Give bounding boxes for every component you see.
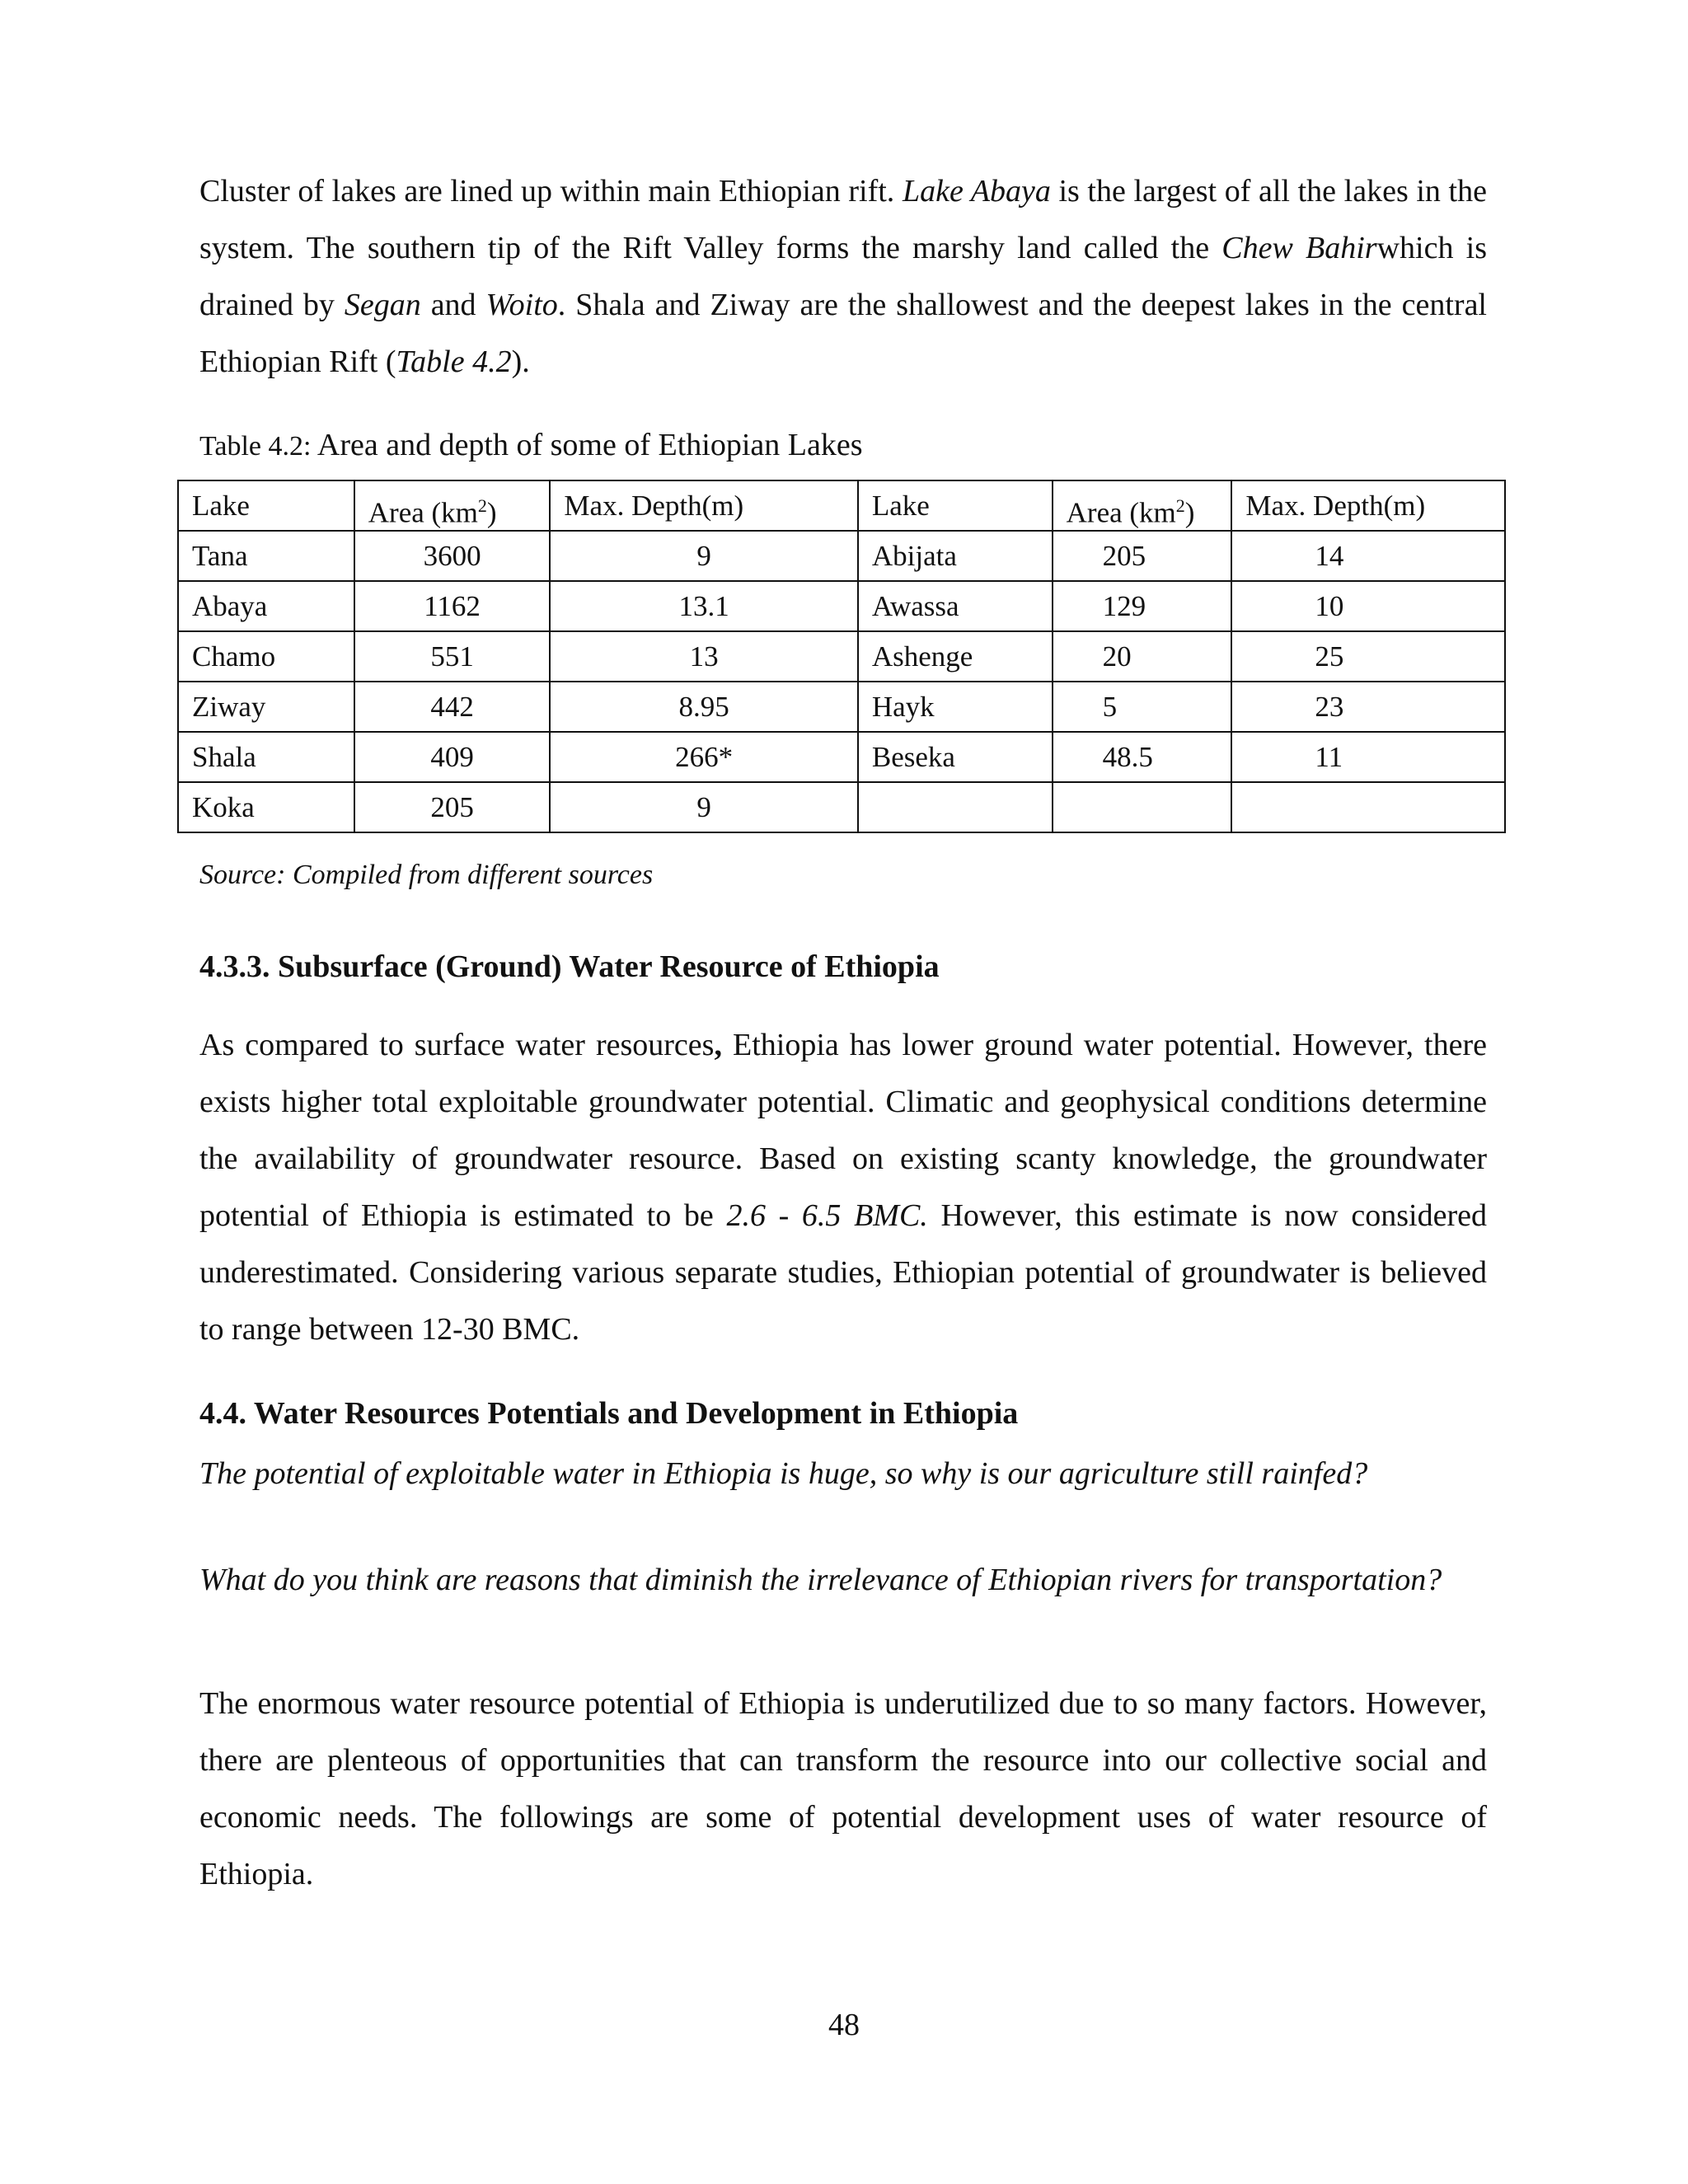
cell-lake-2: Abijata [858,531,1053,581]
cell-lake-2 [858,782,1053,832]
header-area-close: ) [1184,496,1195,529]
cell-lake: Shala [178,732,354,782]
table-caption [199,427,863,463]
header-area-sup: 2 [477,495,487,516]
cell-area-2: 129 [1053,581,1232,631]
groundwater-paragraph [199,1017,1487,1358]
cell-lake: Tana [178,531,354,581]
chew-bahir-term: Chew Bahir [1221,231,1377,265]
cell-depth-2: 23 [1231,682,1505,732]
groundwater-bold-comma: , [714,1028,722,1062]
table-row [178,682,1505,732]
cell-area: 409 [354,732,551,782]
section-heading-433: 4.3.3. Subsurface (Ground) Water Resource of Ethiopia [199,949,940,984]
question-2 [199,1558,1487,1602]
question-1 [199,1446,1487,1502]
table-row [178,531,1505,581]
cell-area: 551 [354,631,551,682]
cell-lake-2: Beseka [858,732,1053,782]
question-2-text: What do you think are reasons that diminish the irrelevance of Ethiopian rivers for transportation? [199,1563,1442,1597]
cell-area: 442 [354,682,551,732]
development-text: The enormous water resource potential of Ethiopia is underutilized due to so many factors. However, there are plenteous of opportunities that can transform the resource into our collective social and economic needs. The followings are some of potential development uses of water resource of Ethiopia. [199,1686,1487,1891]
question-1-text: The potential of exploitable water in Ethiopia is huge, so why is our agriculture still rainfed? [199,1456,1368,1491]
intro-paragraph [199,163,1487,391]
lake-abaya-term: Lake Abaya [902,174,1051,209]
cell-area: 3600 [354,531,551,581]
cell-area-2: 5 [1053,682,1232,732]
cell-depth: 8.95 [550,682,857,732]
cell-depth-2: 14 [1231,531,1505,581]
table-reference: Table 4.2 [396,344,512,379]
header-lake: Lake [178,480,354,531]
cell-lake: Ziway [178,682,354,732]
cell-area-2: 20 [1053,631,1232,682]
groundwater-estimate: 2.6 - 6.5 BMC. [726,1198,928,1233]
cell-depth: 13.1 [550,581,857,631]
intro-text: ). [511,344,530,379]
cell-depth: 9 [550,782,857,832]
intro-text: Cluster of lakes are lined up within main Ethiopian rift. [199,174,903,209]
table-row [178,581,1505,631]
header-area-sup: 2 [1175,495,1185,516]
cell-lake-2: Hayk [858,682,1053,732]
table-caption-text: Area and depth of some of Ethiopian Lakes [311,428,863,462]
intro-text: . Shala and Ziway are the shallowest and the deepest lakes in the central Ethiopian Rift ( [199,288,1487,379]
cell-area: 1162 [354,581,551,631]
cell-lake: Chamo [178,631,354,682]
segan-term: Segan [344,288,421,322]
table-row [178,782,1505,832]
groundwater-text: Ethiopia has lower ground water potential. However, there exists higher total exploitable groundwater potential. Climatic and geophysical conditions determine the availability of groundwater resource. Based on existing scanty knowledge, the groundwater potential of Ethiopia is estimated to be [199,1028,1487,1233]
table-source: Source: Compiled from different sources [199,860,654,890]
cell-depth: 13 [550,631,857,682]
intro-text: and [420,288,486,322]
groundwater-text: As compared to surface water resources [199,1028,715,1062]
table-row [178,732,1505,782]
table-header-row [178,480,1505,531]
intro-text: which is drained by [199,231,1487,322]
cell-depth-2 [1231,782,1505,832]
cell-depth-2: 11 [1231,732,1505,782]
cell-area-2: 48.5 [1053,732,1232,782]
cell-depth: 9 [550,531,857,581]
cell-area-2 [1053,782,1232,832]
header-area [354,480,551,531]
section-heading-44: 4.4. Water Resources Potentials and Development in Ethiopia [199,1396,1019,1431]
header-area-text: Area (km [368,496,478,529]
table-caption-prefix: Table 4.2: [199,431,312,462]
header-area-2 [1053,480,1232,531]
header-lake-2: Lake [858,480,1053,531]
groundwater-text: However, this estimate is now considered underestimated. Considering various separate studies, Ethiopian potential of groundwater is believed to range between 12-30 BMC. [199,1198,1487,1347]
cell-lake: Abaya [178,581,354,631]
page-number: 48 [828,2008,860,2042]
woito-term: Woito [485,288,558,322]
table-row [178,631,1505,682]
cell-lake-2: Awassa [858,581,1053,631]
cell-area: 205 [354,782,551,832]
cell-area-2: 205 [1053,531,1232,581]
cell-lake-2: Ashenge [858,631,1053,682]
header-area-text: Area (km [1066,496,1176,529]
cell-depth-2: 25 [1231,631,1505,682]
cell-lake: Koka [178,782,354,832]
cell-depth-2: 10 [1231,581,1505,631]
header-area-close: ) [486,496,497,529]
cell-depth: 266* [550,732,857,782]
development-paragraph [199,1675,1487,1903]
header-depth: Max. Depth(m) [550,480,857,531]
intro-text: is the largest of all the lakes in the system. The southern tip of the Rift Valley forms the marshy land called the [199,174,1487,265]
lakes-table [177,480,1506,833]
header-depth-2: Max. Depth(m) [1231,480,1505,531]
